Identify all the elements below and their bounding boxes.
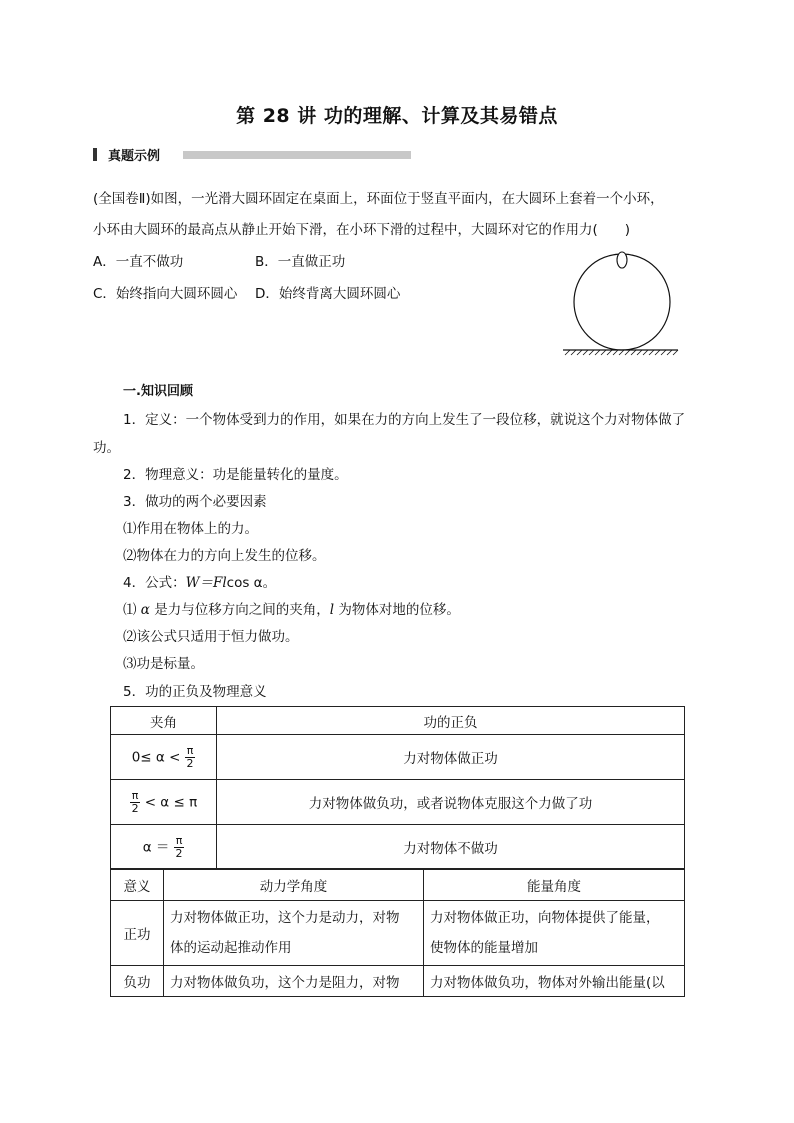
definition-1-cont: 功。 — [93, 440, 120, 456]
angle-cell-3 — [111, 825, 217, 870]
small-ring — [617, 252, 627, 268]
table-row — [111, 901, 685, 966]
ring-diagram — [560, 245, 690, 360]
section-rule — [183, 151, 411, 159]
positive-dynamics-line-1: 力对物体做正功，这个力是动力，对物 — [170, 910, 400, 926]
header-sign: 功的正负 — [217, 707, 685, 735]
table-row — [111, 966, 685, 997]
option-d: D．始终背离大圆环圆心 — [255, 286, 401, 302]
table-row — [111, 707, 685, 735]
angle-cell-1 — [111, 735, 217, 780]
page-title: 第 28 讲 功的理解、计算及其易错点 — [236, 105, 558, 127]
definition-5: 5．功的正负及物理意义 — [123, 684, 267, 700]
option-c: C．始终指向大圆环圆心 — [93, 286, 238, 302]
table-row — [111, 780, 685, 825]
work-sign-table — [110, 706, 685, 870]
sign-cell-3: 力对物体不做功 — [217, 825, 685, 870]
formula-cos: cos α — [226, 575, 263, 591]
question-line-2: 小环由大圆环的最高点从静止开始下滑，在小环下滑的过程中，大圆环对它的作用力( ) — [93, 222, 631, 238]
formula-prefix: 4．公式： — [123, 575, 186, 591]
note-1-l: l — [329, 602, 335, 618]
note-1-suffix: 为物体对地的位移。 — [334, 602, 460, 618]
section-marker — [93, 148, 97, 161]
sign-cell-2: 力对物体做负功，或者说物体克服这个力做了功 — [217, 780, 685, 825]
negative-work-label: 负功 — [111, 966, 164, 997]
option-a: A．一直不做功 — [93, 254, 184, 270]
dynamics-header: 动力学角度 — [164, 869, 424, 901]
definition-1: 1．定义：一个物体受到力的作用，如果在力的方向上发生了一段位移，就说这个力对物体做了 — [123, 412, 686, 428]
header-angle: 夹角 — [111, 707, 217, 735]
table-row — [111, 735, 685, 780]
option-b: B．一直做正功 — [255, 254, 346, 270]
positive-work-label: 正功 — [111, 901, 164, 966]
positive-dynamics-cell — [164, 901, 424, 966]
formula-note-3: ⑶功是标量。 — [123, 656, 204, 672]
angle-cell-2 — [111, 780, 217, 825]
angle-2-text: < α ≤ π — [144, 794, 198, 810]
positive-energy-line-1: 力对物体做正功，向物体提供了能量， — [430, 910, 660, 926]
table-hatching — [565, 350, 678, 355]
sign-cell-1: 力对物体做正功 — [217, 735, 685, 780]
formula-line — [123, 571, 276, 591]
section-heading: 真题示例 — [108, 149, 161, 164]
factor-2: ⑵物体在力的方向上发生的位移。 — [123, 548, 326, 564]
formula-note-1 — [123, 598, 460, 618]
fraction-pi-2: $\frac{\pi}{2}$ — [186, 743, 194, 770]
formula-note-2: ⑵该公式只适用于恒力做功。 — [123, 629, 299, 645]
factor-1: ⑴作用在物体上的力。 — [123, 521, 258, 537]
question-line-1: (全国卷Ⅱ)如图，一光滑大圆环固定在桌面上，环面位于竖直平面内，在大圆环上套着一个小环， — [93, 191, 664, 207]
positive-energy-line-2: 使物体的能量增加 — [430, 940, 538, 956]
negative-energy-cell: 力对物体做负功，物体对外输出能量(以 — [424, 966, 685, 997]
work-meaning-table — [110, 868, 685, 997]
angle-1-text: 0≤ α < — [131, 749, 181, 765]
table-row — [111, 869, 685, 901]
energy-header: 能量角度 — [424, 869, 685, 901]
angle-3-text: α ＝ — [142, 839, 170, 855]
table-row — [111, 825, 685, 870]
note-1-prefix: ⑴ — [123, 602, 141, 618]
fraction-pi-2: $\frac{\pi}{2}$ — [175, 833, 183, 860]
formula-wfl: W＝Fl — [185, 575, 227, 591]
negative-dynamics-cell: 力对物体做负功，这个力是阻力，对物 — [164, 966, 424, 997]
note-1-mid: 是力与位移方向之间的夹角， — [149, 602, 330, 618]
review-heading: 一.知识回顾 — [123, 384, 193, 399]
note-1-alpha: α — [140, 602, 150, 618]
formula-suffix: 。 — [262, 575, 277, 591]
meaning-header: 意义 — [111, 869, 164, 901]
fraction-pi-2: $\frac{\pi}{2}$ — [131, 788, 139, 815]
positive-dynamics-line-2: 体的运动起推动作用 — [170, 940, 292, 956]
definition-3: 3．做功的两个必要因素 — [123, 494, 267, 510]
definition-2: 2．物理意义：功是能量转化的量度。 — [123, 467, 348, 483]
positive-energy-cell — [424, 901, 685, 966]
